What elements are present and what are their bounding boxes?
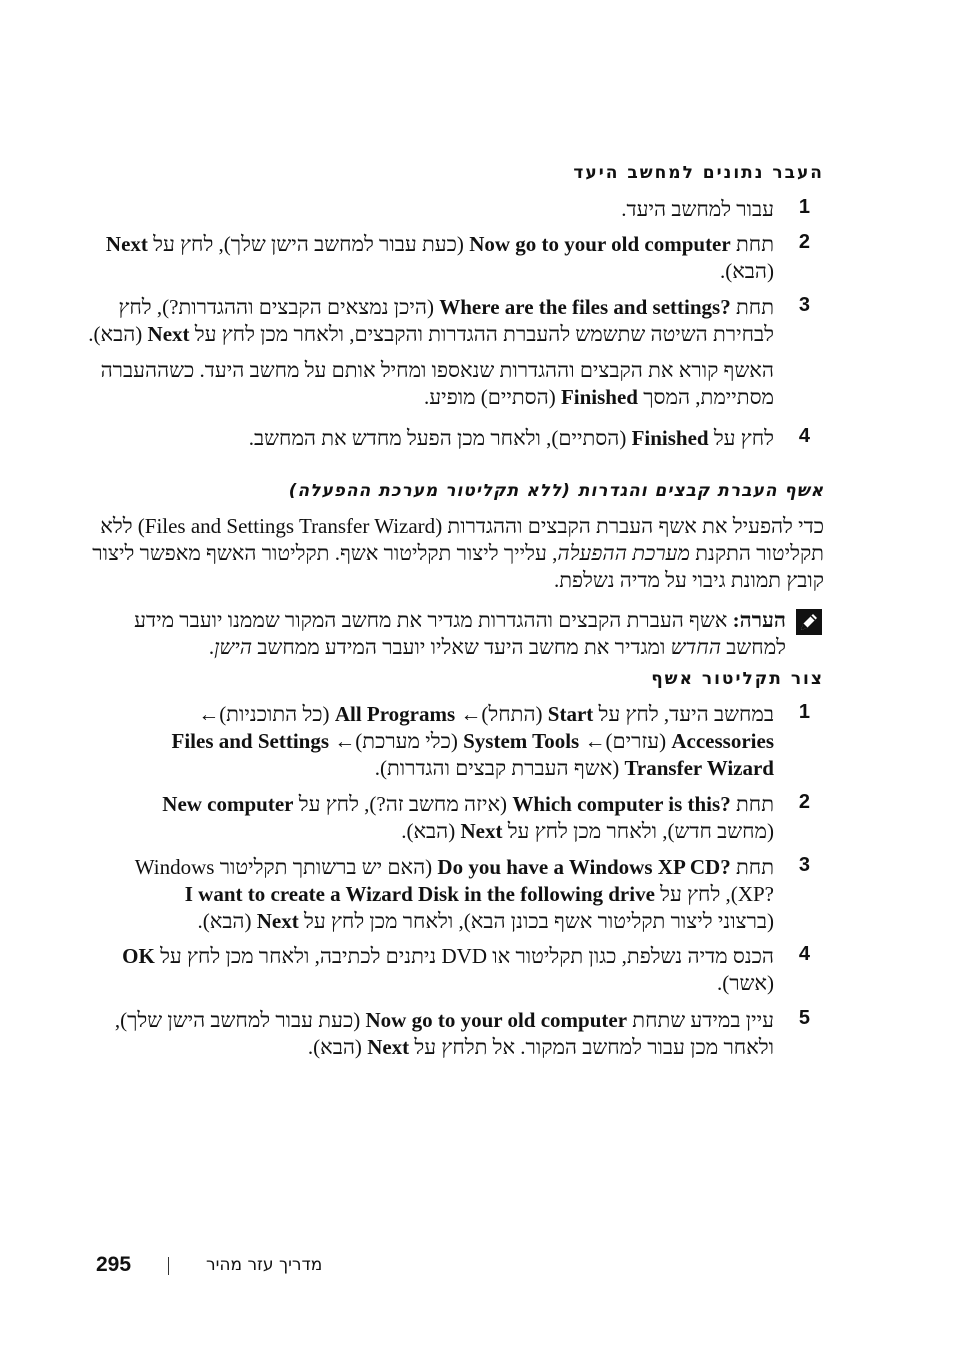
step-number: 3 xyxy=(798,854,810,876)
paragraph-line: תקליטור התקנת מערכת ההפעלה, עלייך ליצור תקליטור אשף. תקליטור האשף מאפשר ליצור xyxy=(92,541,824,565)
note-line: למחשב החדש ומגדיר את מחשב היעד שאליו יועבר המידע ממחשב הישן. xyxy=(208,635,786,659)
page-footer xyxy=(96,1253,356,1281)
step-line: (הבא). xyxy=(719,259,774,283)
intro-paragraph xyxy=(90,513,824,594)
step-text xyxy=(90,231,774,285)
step-text xyxy=(90,791,774,845)
step-line: Accessories (עזרים)← System Tools (כלי מערכת)← Files and Settings xyxy=(171,729,774,753)
step-line: תחת ?Where are the files and settings (היכן נמצאים הקבצים וההגדרות?), לחץ xyxy=(118,295,774,319)
step-item xyxy=(90,854,824,935)
note-line: הערה: אשף העברת הקבצים וההגדרות מגדיר את מחשב המקור שממנו יועבר מידע xyxy=(134,608,786,632)
step-number: 4 xyxy=(798,943,810,965)
step-line: (מחשב חדש), ולאחר מכן לחץ על Next (הבא). xyxy=(401,819,774,843)
step-text xyxy=(90,1007,774,1061)
note-box xyxy=(90,607,824,663)
step-line: לבחירת השיטה שתשמש להעברת ההגדרות והקבצים, ולאחר מכן לחץ על Next (הבא). xyxy=(88,322,774,346)
step-line: עיין במידע שתחת Now go to your old computer (כעת עבור למחשב הישן שלך), xyxy=(114,1008,774,1032)
step-line: ?XP), לחץ על I want to create a Wizard Disk in the following drive xyxy=(184,882,774,906)
step-item xyxy=(90,294,824,348)
step-line: (אשר). xyxy=(716,971,774,995)
step-number: 4 xyxy=(798,425,810,447)
paragraph-line: קובץ תמונת גיבוי על מדיה נשלפת. xyxy=(553,568,824,592)
step-item xyxy=(90,1007,824,1061)
step-line: במחשב היעד, לחץ על Start (התחל)← All Programs (כל התוכניות)← xyxy=(198,702,774,726)
note-pencil-icon xyxy=(796,609,822,635)
step-line: תחת Now go to your old computer (כעת עבור למחשב הישן שלך), לחץ על Next xyxy=(105,232,774,256)
section-heading-wizard-without-cd: אשף העברת קבצים והגדרות (ללא תקליטור מערכת ההפעלה) xyxy=(288,481,824,501)
step-text xyxy=(90,943,774,997)
step-item xyxy=(90,791,824,845)
section-heading-transfer-data: העבר נתונים למחשב היעד xyxy=(573,163,824,183)
step-text xyxy=(90,701,774,782)
step-item xyxy=(90,196,824,223)
step-item xyxy=(90,425,824,452)
step-item xyxy=(90,231,824,285)
footer-title: מדריך עזר מהיר xyxy=(206,1255,323,1275)
step-line: לחץ על Finished (הסתיים), ולאחר מכן הפעל מחדש את המחשב. xyxy=(248,426,774,450)
step-text xyxy=(90,294,774,348)
step-text xyxy=(90,425,774,452)
step-item xyxy=(90,943,824,997)
step-number: 2 xyxy=(798,231,810,253)
step-line: (ברצוני ליצור תקליטור אשף בכונן הבא), ולאחר מכן לחץ על Next (הבא). xyxy=(197,909,774,933)
step-line: מסתיימת, המסך Finished (הסתיים) מופיע. xyxy=(424,385,774,409)
step-line: הכנס מדיה נשלפת, כגון תקליטור או DVD ניתנים לכתיבה, ולאחר מכן לחץ על OK xyxy=(122,944,774,968)
paragraph-line: כדי להפעיל את אשף העברת הקבצים וההגדרות (Files and Settings Transfer Wizard) ללא xyxy=(100,514,824,538)
step-line: ולאחר מכן עבור למחשב המקור. אל תלחץ על Next (הבא). xyxy=(307,1035,774,1059)
section-heading-create-wizard-disk: צור תקליטור אשף xyxy=(651,669,824,689)
step-text xyxy=(90,196,774,223)
step-text xyxy=(90,854,774,935)
note-text xyxy=(90,607,786,661)
step-line: Transfer Wizard (אשף העברת קבצים והגדרות). xyxy=(374,756,774,780)
step-number: 1 xyxy=(798,196,810,218)
step-line: תחת ?Which computer is this (איזה מחשב זה?), לחץ על New computer xyxy=(162,792,774,816)
step-number: 2 xyxy=(798,791,810,813)
step-number: 3 xyxy=(798,294,810,316)
step-number: 5 xyxy=(798,1007,810,1029)
step-continuation xyxy=(90,357,824,411)
step-line: תחת ?Do you have a Windows XP CD (האם יש ברשותך תקליטור Windows xyxy=(134,855,774,879)
step-text xyxy=(90,357,774,411)
step-line: האשף קורא את הקבצים וההגדרות שנאספו ומחיל אותם על מחשב היעד. כשההעברה xyxy=(100,358,774,382)
step-number: 1 xyxy=(798,701,810,723)
page-number: 295 xyxy=(96,1253,132,1276)
footer-divider xyxy=(168,1257,169,1275)
step-line: עבור למחשב היעד. xyxy=(621,197,774,221)
step-item xyxy=(90,701,824,782)
